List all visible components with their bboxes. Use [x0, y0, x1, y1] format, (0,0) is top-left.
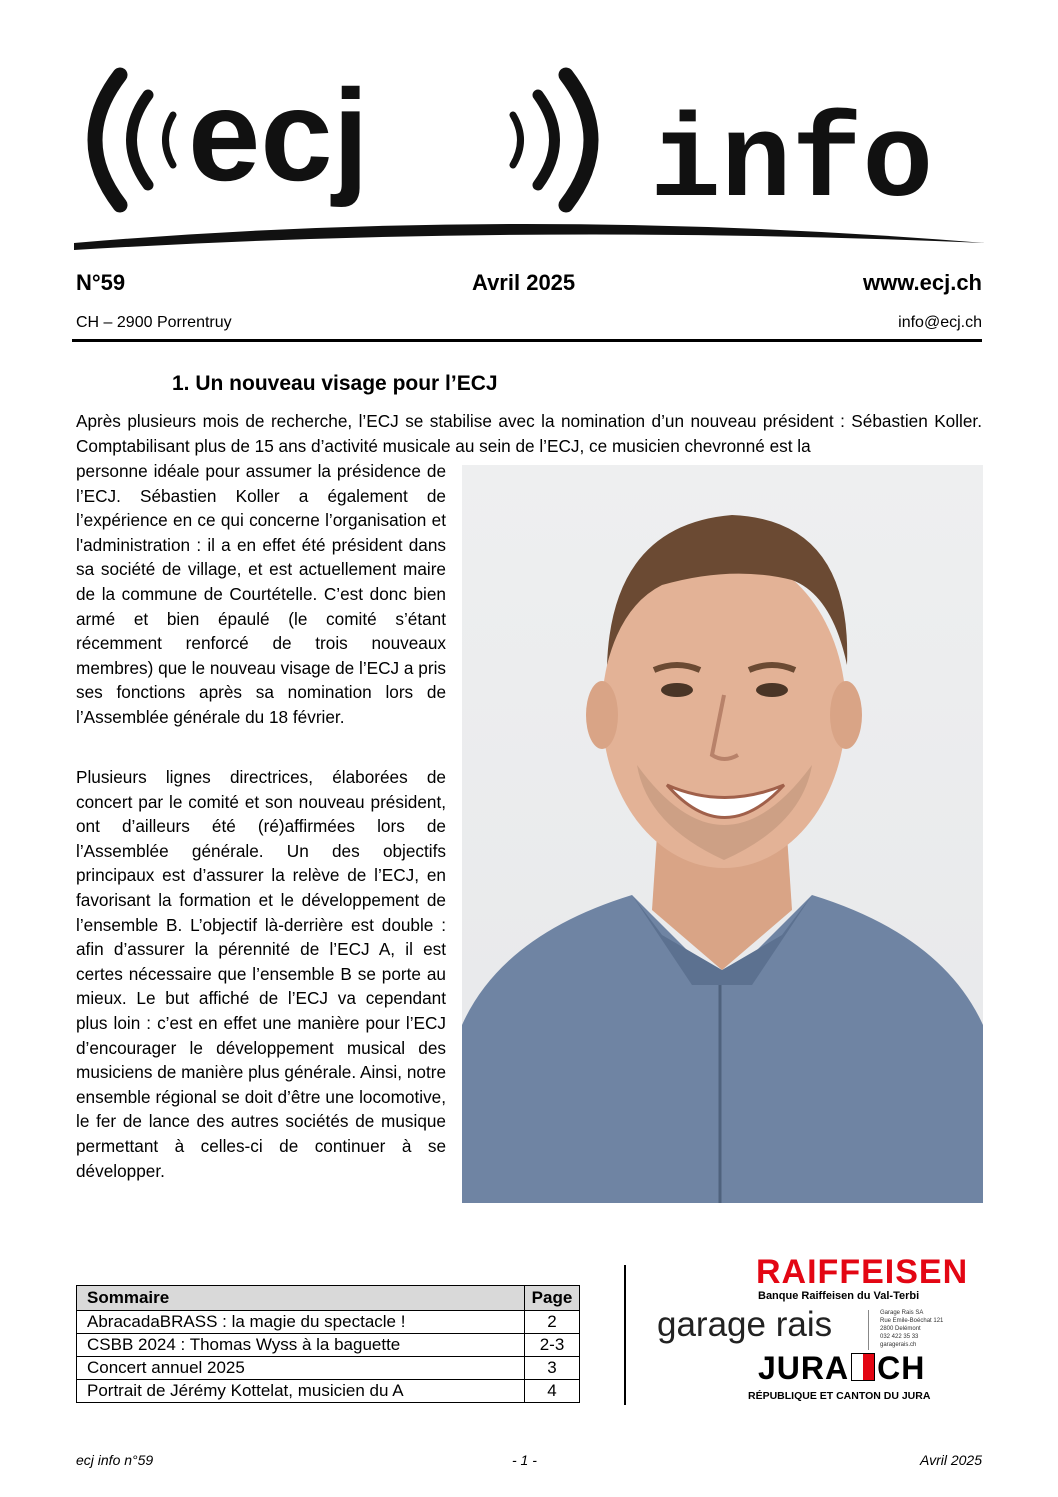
summary-item-page: 3: [525, 1357, 580, 1380]
garage-rais-logo: garage rais: [657, 1305, 833, 1344]
raiffeisen-subtitle: Banque Raiffeisen du Val-Terbi: [758, 1290, 920, 1302]
logo-info-text: info: [650, 98, 934, 231]
logo-ecj-text: ecj: [188, 62, 369, 208]
article-paragraph-1: personne idéale pour assumer la présidence de l’ECJ. Sébastien Koller a également de l’expérience en ce qui concerne l’organisation et l'administration : il a en effet été président dans sa société de village, et est actuellement maire de la commune de Courtételle. C’est donc bien armé et bien épaulé (le comité s’étant récemment renforcé de trois nouveaux membres) que le nouveau visage de l’ECJ a pris ses fonctions après sa nomination lors de l’Assemblée générale du 18 février.: [76, 461, 446, 727]
jura-logo: [758, 1350, 925, 1387]
president-portrait-photo: [462, 465, 983, 1203]
jura-flag-icon: [851, 1353, 875, 1381]
summary-item-label: Concert annuel 2025: [77, 1357, 525, 1380]
summary-header-label: Sommaire: [77, 1286, 525, 1311]
summary-item-page: 2: [525, 1311, 580, 1334]
portrait-illustration: [462, 465, 983, 1203]
header-divider: [72, 339, 982, 342]
radio-wave-icon: [166, 115, 174, 165]
radio-wave-icon: [513, 115, 521, 165]
summary-item-label: AbracadaBRASS : la magie du spectacle !: [77, 1311, 525, 1334]
summary-table-header: [77, 1286, 580, 1311]
footer-right: Avril 2025: [919, 1452, 982, 1468]
radio-wave-icon: [566, 75, 591, 205]
radio-wave-icon: [538, 95, 555, 185]
garage-address: Garage Rais SA Rue Emile-Boéchat 121 2800 Delémont 032 422 35 33 garagerais.ch: [880, 1310, 944, 1348]
jura-logo-text: JURA: [758, 1350, 850, 1386]
summary-header-page: Page: [525, 1286, 580, 1311]
table-row[interactable]: [77, 1334, 580, 1357]
ecj-info-logo: [70, 55, 990, 255]
summary-item-label: CSBB 2024 : Thomas Wyss à la baguette: [77, 1334, 525, 1357]
sponsor-divider: [624, 1265, 626, 1405]
garage-separator: [868, 1310, 869, 1350]
email-link[interactable]: info@ecj.ch: [898, 314, 982, 331]
jura-logo-ch: CH: [877, 1350, 926, 1386]
location-text: CH – 2900 Porrentruy: [76, 314, 232, 331]
issue-number: N°59: [76, 270, 126, 295]
table-row[interactable]: [77, 1311, 580, 1334]
footer-left: ecj info n°59: [76, 1452, 154, 1468]
table-row[interactable]: [77, 1357, 580, 1380]
summary-table: [76, 1285, 580, 1403]
radio-wave-icon: [95, 75, 120, 205]
summary-item-page: 4: [525, 1380, 580, 1403]
summary-item-label: Portrait de Jérémy Kottelat, musicien du A: [77, 1380, 525, 1403]
article-paragraph-2: Plusieurs lignes directrices, élaborées de concert par le comité et son nouveau président, ont d’ailleurs été (ré)affirmées lors de l’Assemblée générale. Un des objectifs principaux est d’assurer la relève de l’ECJ, en favorisant la formation et le développement de l’ensemble B. L’objectif là-derrière est double : afin d’assurer la pérennité de l’ECJ A, il est certes nécessaire que l’ensemble B se porte au mieux. Le but affiché de l’ECJ va cependant plus loin : c’est en effet une manière pour l’ECJ d’encourager le développement musical des musiciens de manière plus générale. Ainsi, notre ensemble régional se doit d’être une locomotive, le fer de lance des autres sociétés de musique permettant à celles-ci de continuer à se développer.: [76, 767, 446, 1181]
footer-page-number: - 1 -: [512, 1452, 537, 1468]
summary-item-page: 2-3: [525, 1334, 580, 1357]
website-link[interactable]: www.ecj.ch: [862, 270, 982, 295]
raiffeisen-logo: RAIFFEISEN: [756, 1253, 969, 1291]
table-row[interactable]: [77, 1380, 580, 1403]
radio-wave-icon: [132, 95, 149, 185]
issue-date: Avril 2025: [472, 270, 576, 295]
article-title: 1. Un nouveau visage pour l’ECJ: [172, 372, 498, 395]
article-paragraph-intro: Après plusieurs mois de recherche, l’ECJ se stabilise avec la nomination d’un nouveau président : Sébastien Koller. Comptabilisant plus de 15 ans d’activité musicale au sein de l’ECJ, ce musicien chevronné est la: [76, 411, 982, 456]
jura-subtitle: RÉPUBLIQUE ET CANTON DU JURA: [748, 1390, 931, 1402]
